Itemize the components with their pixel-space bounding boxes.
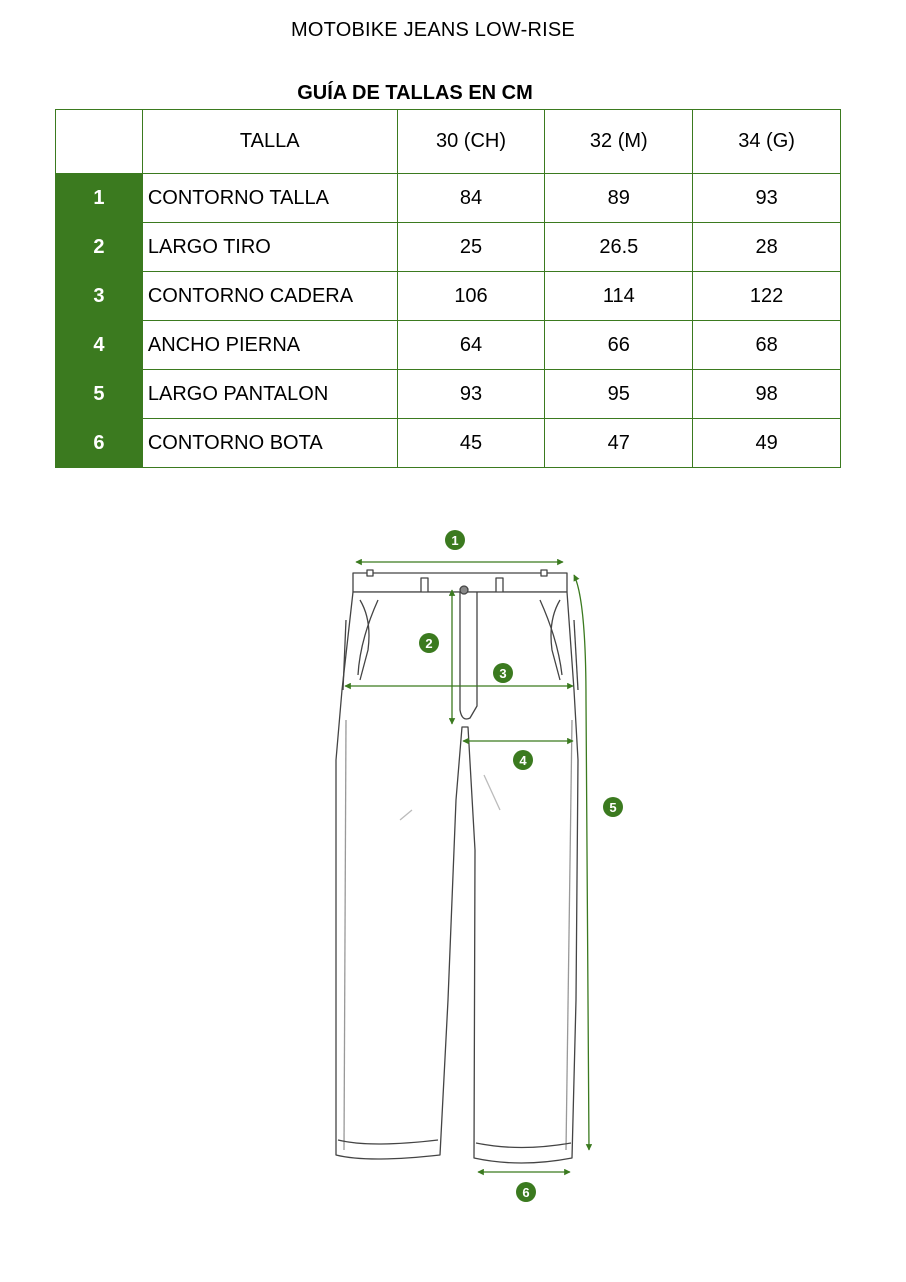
- marker-3: [493, 663, 513, 683]
- size-guide-title: GUÍA DE TALLAS EN CM: [297, 82, 533, 104]
- header-cell-size-32: 32 (M): [545, 110, 693, 174]
- table-row: [56, 370, 841, 419]
- row-label: LARGO TIRO: [142, 223, 397, 272]
- row-value: 98: [693, 370, 841, 419]
- table-row: [56, 272, 841, 321]
- row-value: 84: [397, 174, 545, 223]
- document-title: MOTOBIKE JEANS LOW-RISE: [291, 19, 575, 41]
- row-label: CONTORNO BOTA: [142, 419, 397, 468]
- row-value: 93: [397, 370, 545, 419]
- marker-4: [513, 750, 533, 770]
- row-value: 66: [545, 321, 693, 370]
- marker-2: [419, 633, 439, 653]
- marker-5: [603, 797, 623, 817]
- svg-text:4: 4: [519, 753, 527, 768]
- row-number: 2: [56, 223, 143, 272]
- row-value: 49: [693, 419, 841, 468]
- svg-text:2: 2: [425, 636, 433, 651]
- row-value: 68: [693, 321, 841, 370]
- svg-text:6: 6: [522, 1185, 530, 1200]
- row-number: 6: [56, 419, 143, 468]
- row-value: 64: [397, 321, 545, 370]
- svg-text:5: 5: [609, 800, 617, 815]
- row-number: 3: [56, 272, 143, 321]
- row-label: CONTORNO TALLA: [142, 174, 397, 223]
- row-value: 45: [397, 419, 545, 468]
- row-number: 4: [56, 321, 143, 370]
- row-label: LARGO PANTALON: [142, 370, 397, 419]
- header-cell-size-30: 30 (CH): [397, 110, 545, 174]
- marker-1: [445, 530, 465, 550]
- table-header-row: [56, 110, 841, 174]
- row-value: 89: [545, 174, 693, 223]
- header-cell-empty: [56, 110, 143, 174]
- row-value: 93: [693, 174, 841, 223]
- svg-text:1: 1: [451, 533, 459, 548]
- svg-text:3: 3: [499, 666, 507, 681]
- pants-illustration: [336, 570, 578, 1163]
- row-label: CONTORNO CADERA: [142, 272, 397, 321]
- row-label: ANCHO PIERNA: [142, 321, 397, 370]
- marker-6: [516, 1182, 536, 1202]
- row-value: 95: [545, 370, 693, 419]
- row-number: 1: [56, 174, 143, 223]
- table-row: [56, 419, 841, 468]
- row-value: 114: [545, 272, 693, 321]
- row-value: 47: [545, 419, 693, 468]
- row-value: 122: [693, 272, 841, 321]
- pants-measurement-diagram: [330, 520, 630, 1210]
- row-number: 5: [56, 370, 143, 419]
- size-table: [55, 109, 841, 468]
- table-row: [56, 174, 841, 223]
- row-value: 26.5: [545, 223, 693, 272]
- table-row: [56, 223, 841, 272]
- header-cell-talla: TALLA: [142, 110, 397, 174]
- table-row: [56, 321, 841, 370]
- row-value: 25: [397, 223, 545, 272]
- row-value: 28: [693, 223, 841, 272]
- header-cell-size-34: 34 (G): [693, 110, 841, 174]
- row-value: 106: [397, 272, 545, 321]
